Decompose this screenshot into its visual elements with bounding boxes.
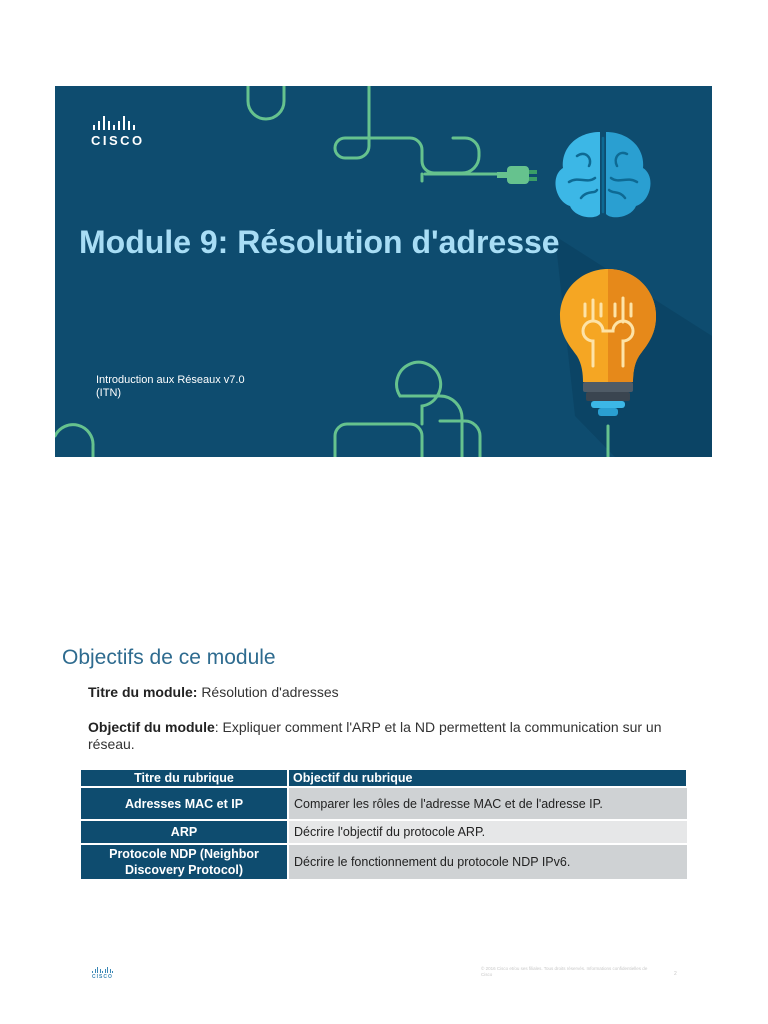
footer-cisco-logo (92, 967, 113, 980)
copyright-text: © 2016 Cisco et/ou ses filiales. Tous droits réservés. Informations confidentielles de Cisco (481, 966, 648, 977)
objectives-heading: Objectifs de ce module (62, 646, 276, 669)
module-objective-line (88, 719, 668, 753)
module-title-label: Titre du module: (88, 684, 198, 700)
topic-cell: Protocole NDP (Neighbor Discovery Protocol) (81, 844, 288, 879)
topic-cell: Adresses MAC et IP (81, 787, 288, 820)
page-number: 2 (674, 971, 677, 977)
table-row (81, 820, 687, 844)
table-header-row (81, 770, 687, 787)
plug-icon (497, 166, 537, 184)
slide-subtitle (96, 374, 245, 400)
topic-cell: ARP (81, 820, 288, 844)
objective-cell: Décrire l'objectif du protocole ARP. (288, 820, 687, 844)
module-objective-label: Objectif du module (88, 719, 215, 735)
objective-cell: Comparer les rôles de l'adresse MAC et de l'adresse IP. (288, 787, 687, 820)
table-row (81, 787, 687, 820)
topics-table (81, 770, 688, 879)
module-title-value: Résolution d'adresses (201, 684, 339, 700)
slide-title: Module 9: Résolution d'adresse (79, 224, 560, 260)
module-objective-value: : Expliquer comment l'ARP et la ND permettent la communication sur un réseau. (88, 719, 662, 752)
module-title-line (88, 684, 339, 701)
objective-cell: Décrire le fonctionnement du protocole NDP IPv6. (288, 844, 687, 879)
logo-text: CISCO (91, 133, 145, 148)
table-header-topic: Titre du rubrique (81, 770, 288, 787)
circuit-decoration (55, 86, 712, 457)
brain-icon (556, 132, 651, 217)
footer-logo-text: CISCO (92, 974, 113, 980)
subtitle-line-1: Introduction aux Réseaux v7.0 (96, 374, 245, 386)
table-header-objective: Objectif du rubrique (288, 770, 687, 787)
table-row (81, 844, 687, 879)
subtitle-line-2: (ITN) (96, 387, 122, 399)
title-slide (55, 86, 712, 457)
cisco-logo (91, 116, 145, 148)
